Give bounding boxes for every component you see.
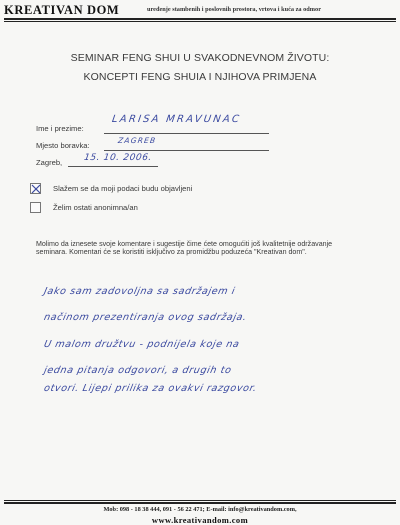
company-tagline: uređenje stambenih i poslovnih prostora, vrtova i kuća za odmor: [147, 6, 321, 13]
seminar-title: SEMINAR FENG SHUI U SVAKODNEVNOM ŽIVOTU:: [70, 52, 330, 64]
comment-line: Jako sam zadovoljna sa sadržajem i: [42, 286, 237, 297]
contact-info: Mob: 098 - 18 38 444, 091 - 56 22 471; E-mail: info@kreativandom.com,: [103, 506, 297, 513]
residence-underline: [104, 150, 269, 151]
anonymous-checkbox[interactable]: [30, 202, 41, 213]
name-value[interactable]: LARISA MRAVUNAC: [111, 114, 242, 125]
letterhead: [4, 3, 396, 25]
publish-consent-checkbox[interactable]: [30, 183, 41, 194]
place-date-label: Zagreb,: [36, 158, 63, 167]
name-underline: [104, 133, 269, 134]
name-label: Ime i prezime:: [36, 124, 84, 133]
comment-line: načinom prezentiranja ovog sadržaja.: [42, 312, 248, 323]
publish-consent-label: Slažem se da moji podaci budu objavljeni: [53, 184, 193, 193]
header-rule: [4, 18, 396, 20]
website-link[interactable]: www.kreativandom.com: [151, 515, 249, 525]
residence-value[interactable]: ZAGREB: [117, 136, 158, 145]
header-rule-thin: [4, 21, 396, 22]
comment-line: jedna pitanja odgovori, a drugih to: [42, 365, 233, 376]
residence-label: Mjesto boravka:: [36, 141, 90, 150]
seminar-subtitle: KONCEPTI FENG SHUIA I NJIHOVA PRIMJENA: [83, 71, 317, 83]
footer-rule-thin: [4, 500, 396, 501]
check-x-icon: [29, 182, 43, 196]
footer-rule: [4, 502, 396, 504]
comment-line: otvori. Lijepi prilika za ovakvi razgovor.: [42, 383, 258, 394]
date-value[interactable]: 15. 10. 2006.: [83, 153, 153, 163]
company-name: KREATIVAN DOM: [4, 3, 120, 17]
instructions-text: Molimo da iznesete svoje komentare i sugestije čime ćete omogućiti još kvalitetnije održavanje seminara. Komentari će se koristiti isključivo za promidžbu poduzeća "Kreativan dom".: [36, 240, 333, 257]
comment-line: U malom družtvu - podnijela koje na: [42, 339, 241, 350]
date-underline: [68, 166, 158, 167]
anonymous-label: Želim ostati anonimna/an: [53, 203, 138, 212]
